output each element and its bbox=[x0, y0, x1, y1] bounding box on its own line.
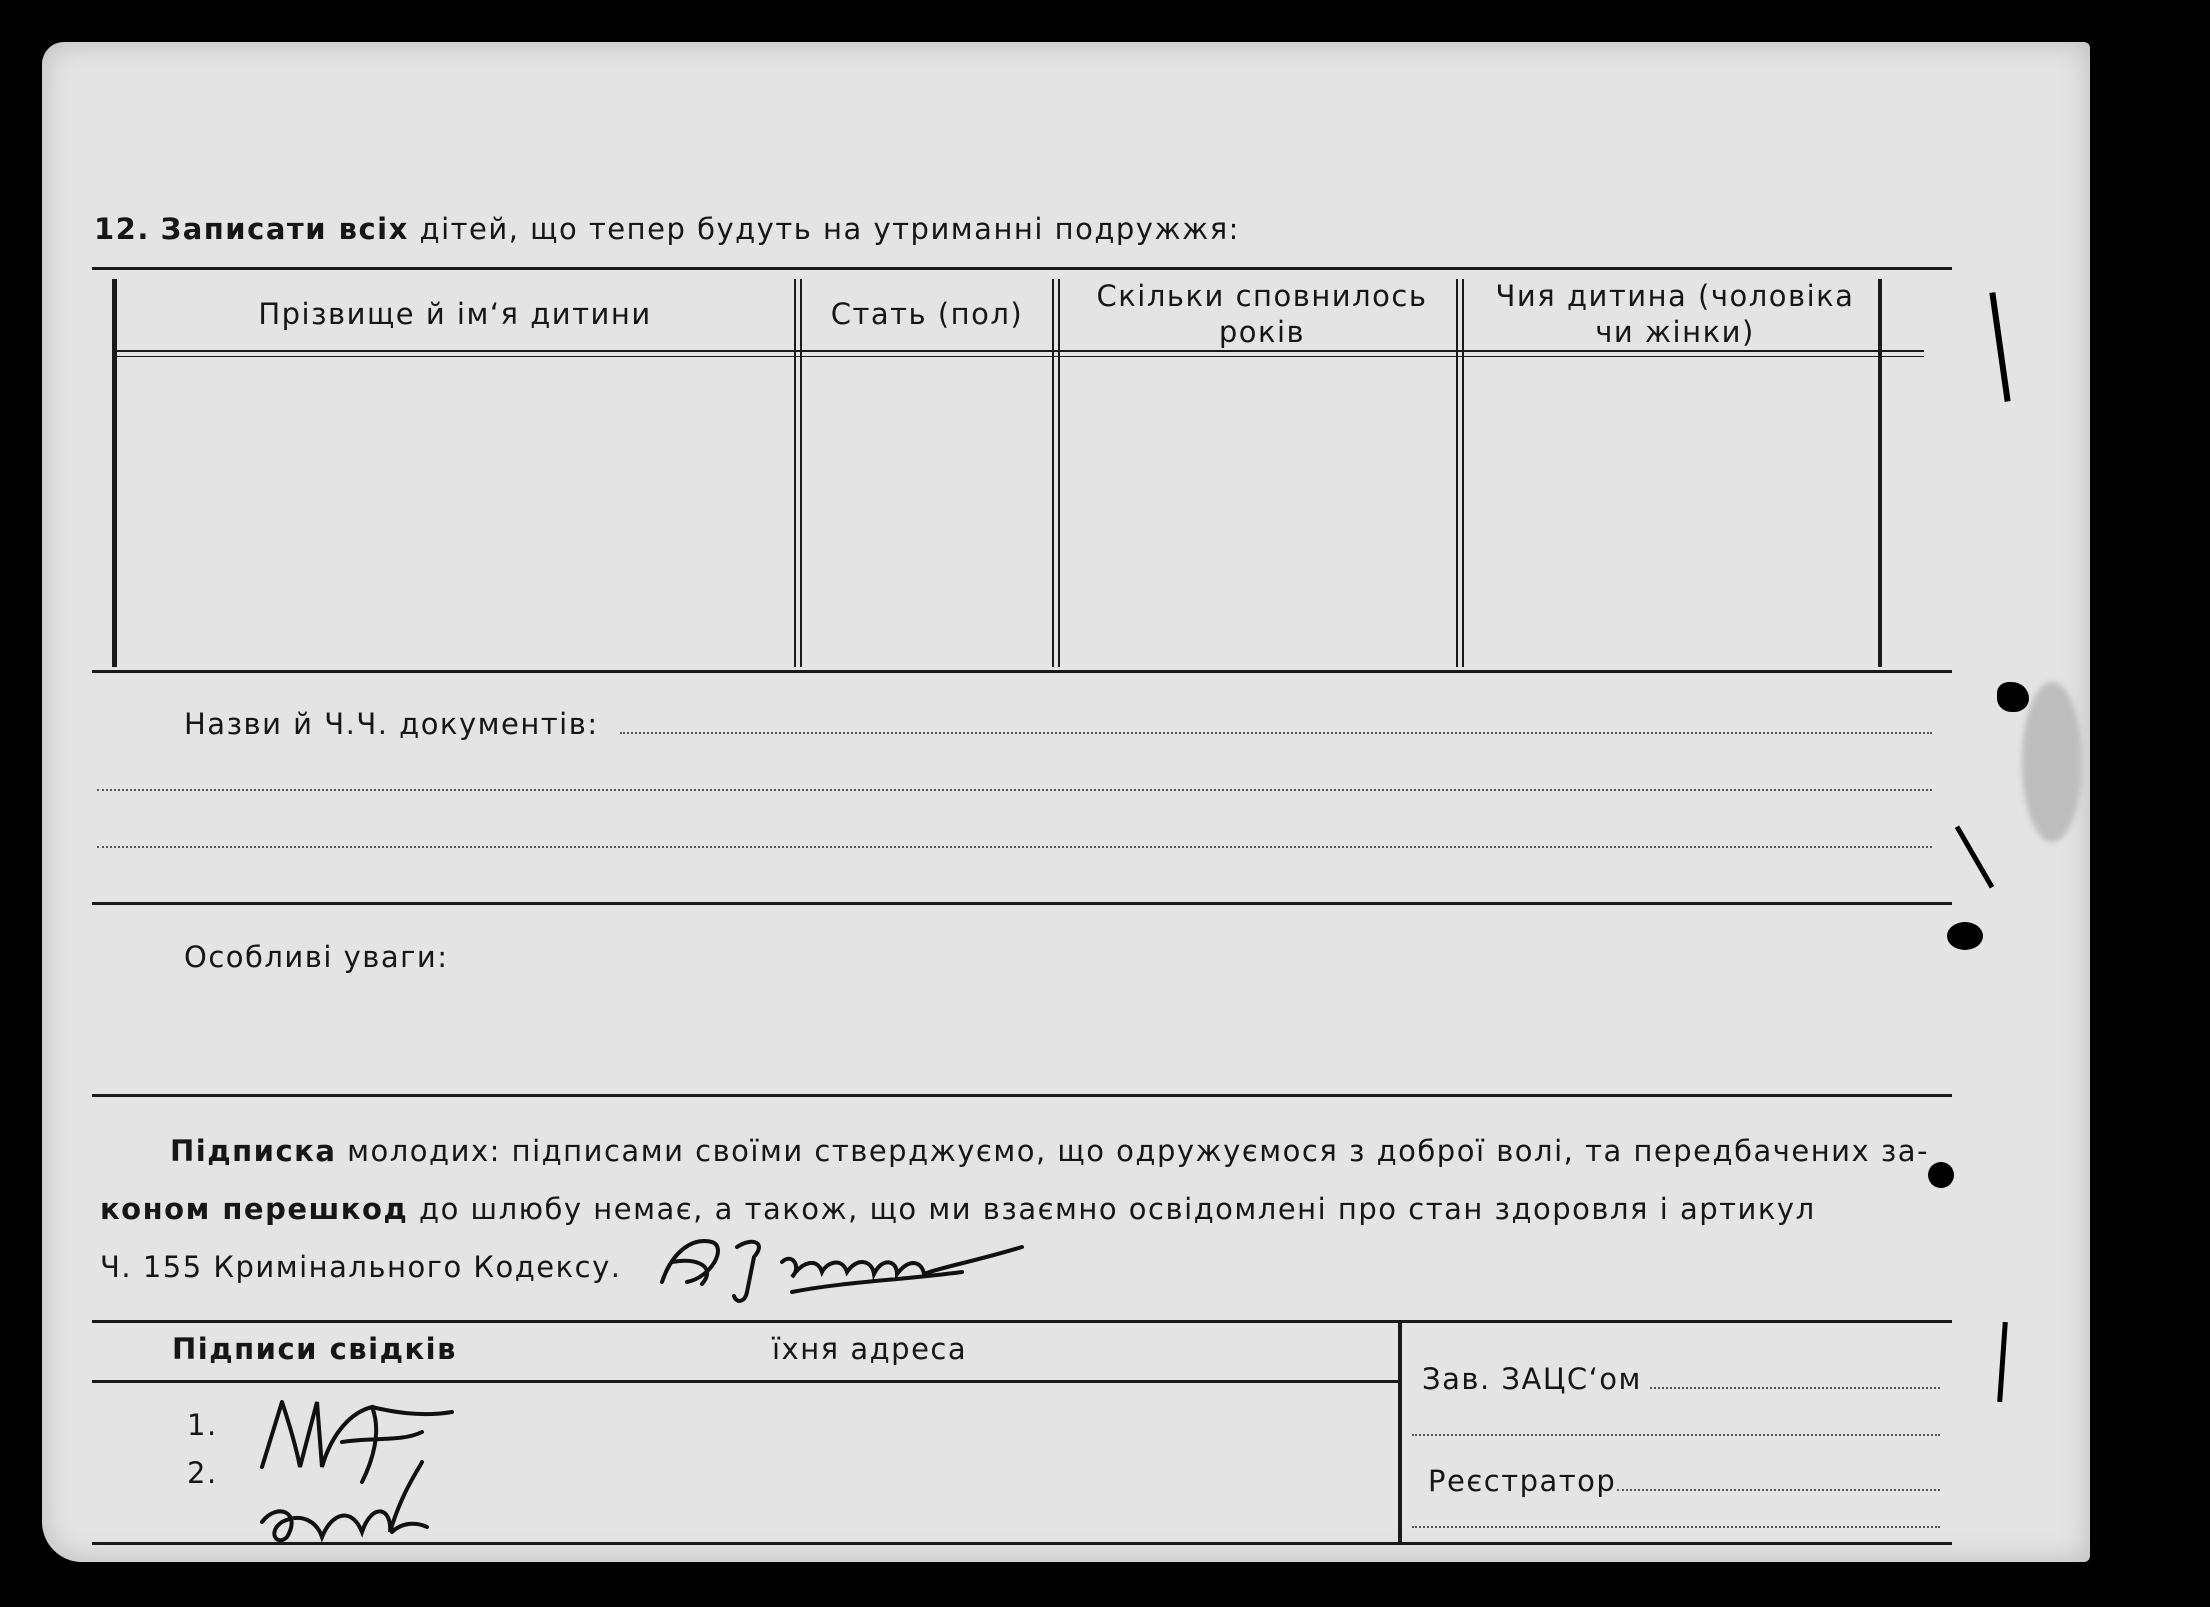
edge-tear-2 bbox=[1947, 922, 1983, 950]
witnesses-label: Підписи свідків bbox=[172, 1332, 457, 1366]
declaration-bold-start: Підписка bbox=[170, 1134, 337, 1168]
head-zags-field[interactable] bbox=[1650, 1387, 1940, 1389]
col-divider-3b bbox=[1462, 279, 1464, 667]
witnesses-address-label: їхня адреса bbox=[772, 1332, 968, 1366]
declaration-line-3: Ч. 155 Кримінального Кодексу. bbox=[100, 1250, 622, 1284]
declaration-line-2-bold: коном перешкод bbox=[100, 1192, 409, 1226]
header-age: Скільки сповнилось років bbox=[1096, 279, 1428, 349]
table-right-border bbox=[1878, 279, 1882, 667]
header-child-name: Прізвище й ім‘я дитини bbox=[258, 297, 652, 331]
documents-field-line-2[interactable] bbox=[97, 789, 1932, 791]
declaration-line-2-rest: до шлюбу немає, а також, що ми взаємно освідомлені про стан здоровля і артикул bbox=[408, 1192, 1816, 1226]
col-divider-2b bbox=[1058, 279, 1060, 667]
header-rule-2 bbox=[114, 356, 1924, 357]
section-number: 12. bbox=[94, 212, 150, 246]
section-heading bbox=[94, 212, 1240, 246]
edge-tear-1 bbox=[1997, 682, 2029, 712]
witness-signatures-image bbox=[222, 1372, 542, 1562]
declaration-line-1-rest: молодих: підписами своїми стверджуємо, що одружуємося з доброї волі, та передбачених за- bbox=[336, 1134, 1930, 1168]
table-left-border bbox=[112, 279, 117, 667]
col-divider-1a bbox=[794, 279, 796, 667]
witness-number-2: 2. bbox=[187, 1456, 218, 1490]
header-rule-1 bbox=[114, 350, 1924, 352]
declaration-line-2 bbox=[100, 1192, 1816, 1226]
col-divider-3a bbox=[1456, 279, 1458, 667]
edge-crack-2 bbox=[1955, 825, 1994, 888]
declaration-line-1 bbox=[170, 1134, 1929, 1168]
couple-signature-image bbox=[642, 1222, 1072, 1312]
witness-block-top-rule bbox=[92, 1320, 1952, 1323]
table-bottom-rule bbox=[92, 670, 1952, 673]
registrar-field-line-2[interactable] bbox=[1412, 1526, 1940, 1528]
col-divider-1b bbox=[800, 279, 802, 667]
remarks-label: Особливі уваги: bbox=[184, 940, 449, 974]
edge-crack-3 bbox=[1997, 1322, 2008, 1402]
edge-crack-1 bbox=[1989, 292, 2010, 402]
registrar-field[interactable] bbox=[1617, 1489, 1940, 1491]
section-title-bold: Записати всіх bbox=[160, 212, 409, 246]
witness-number-1: 1. bbox=[187, 1408, 218, 1442]
form-page bbox=[42, 42, 2090, 1562]
registrar-label: Реєстратор bbox=[1428, 1464, 1617, 1498]
documents-label: Назви й Ч.Ч. документів: bbox=[184, 707, 599, 741]
documents-field-line-3[interactable] bbox=[97, 846, 1932, 848]
edge-tear-3 bbox=[1928, 1162, 1954, 1188]
col-divider-2a bbox=[1052, 279, 1054, 667]
head-zags-label: Зав. ЗАЦС‘ом bbox=[1422, 1362, 1642, 1396]
documents-rule bbox=[92, 902, 1952, 905]
section-title-rest: дітей, що тепер будуть на утриманні подружжя: bbox=[408, 212, 1240, 246]
witness-officials-divider bbox=[1398, 1320, 1402, 1542]
header-sex: Стать (пол) bbox=[830, 297, 1024, 331]
remarks-rule bbox=[92, 1094, 1952, 1097]
documents-field-line-1[interactable] bbox=[620, 732, 1932, 734]
edge-stain bbox=[2022, 682, 2082, 842]
table-top-rule bbox=[92, 267, 1952, 270]
head-zags-field-line-2[interactable] bbox=[1412, 1434, 1940, 1436]
header-whose-child: Чия дитина (чоловіка чи жінки) bbox=[1495, 279, 1855, 349]
